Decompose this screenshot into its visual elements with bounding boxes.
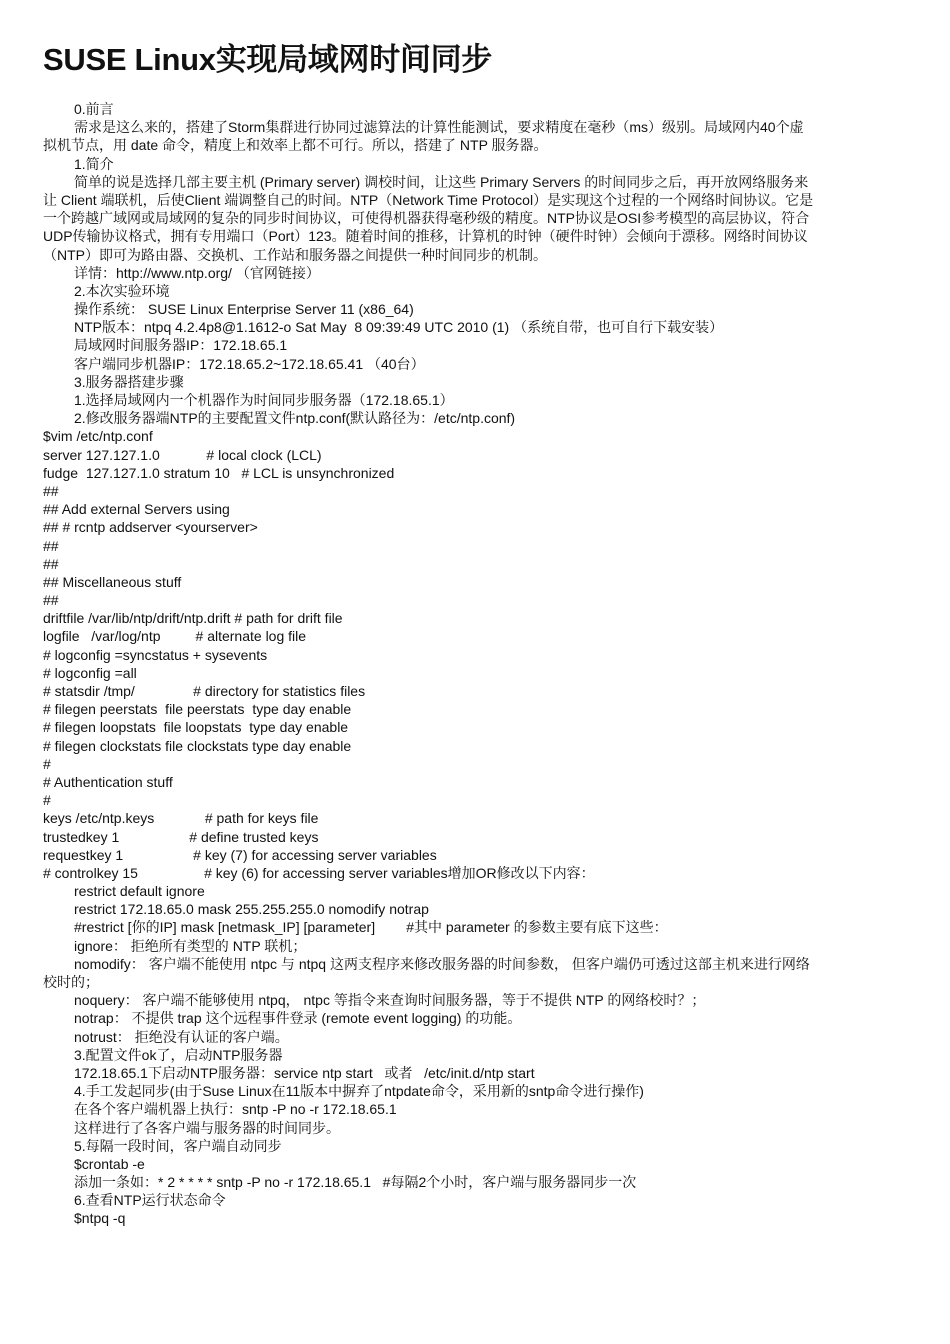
text-line: nomodify： 客户端不能使用 ntpc 与 ntpq 这两支程序来修改服务器的时间参数， 但客户端仍可透过这部主机来进行网络 [74, 955, 810, 972]
text-line: 校时的； [43, 974, 99, 990]
text-line: 2.本次实验环境 [74, 282, 170, 299]
text-line: ## [43, 537, 59, 554]
text-line: 1.选择局域网内一个机器作为时间同步服务器（172.18.65.1） [74, 392, 454, 408]
text-line: 0.前言 [74, 101, 114, 117]
text-line: 5.每隔一段时间，客户端自动同步 [74, 1137, 282, 1154]
text-line: ## [43, 555, 59, 572]
text-line: 在各个客户端机器上执行：sntp -P no -r 172.18.65.1 [74, 1101, 397, 1118]
text-line: trustedkey 1 # define trusted keys [43, 828, 319, 845]
text-line: # filegen loopstats file loopstats type day enable [43, 719, 349, 736]
text-line: restrict 172.18.65.0 mask 255.255.255.0 nomodify notrap [74, 901, 429, 918]
text-line: restrict default ignore [74, 883, 205, 900]
text-line: # [43, 792, 51, 809]
text-line: # filegen peerstats file peerstats type day enable [43, 701, 352, 718]
text-line: 这样进行了各客户端与服务器的时间同步。 [74, 1119, 340, 1136]
text-line: # [43, 755, 51, 772]
text-line: server 127.127.1.0 # local clock (LCL) [43, 446, 322, 463]
text-line: 172.18.65.1下启动NTP服务器：service ntp start 或者 /etc/init.d/ntp start [74, 1064, 535, 1081]
text-line: ## [43, 592, 59, 609]
text-line: # statsdir /tmp/ # directory for statistics files [43, 683, 366, 699]
text-line: 简单的说是选择几部主要主机 (Primary server) 调校时间，让这些 Primary Servers 的时间同步之后，再开放网络服务来 [74, 173, 809, 190]
text-line: fudge 127.127.1.0 stratum 10 # LCL is unsynchronized [43, 464, 395, 481]
text-line: notrap： 不提供 trap 这个远程事件登录 (remote event logging) 的功能。 [74, 1010, 522, 1027]
text-line: 需求是这么来的，搭建了Storm集群进行协同过滤算法的计算性能测试，要求精度在毫秒（ms）级别。局域网内40个虚 [74, 119, 804, 136]
text-line: 一个跨越广域网或局域网的复杂的同步时间协议，可使得机器获得毫秒级的精度。NTP协议是OSI参考模型的高层协议，符合 [43, 210, 810, 227]
text-line: 客户端同步机器IP：172.18.65.2~172.18.65.41 （40台） [74, 355, 425, 372]
text-line: 2.修改服务器端NTP的主要配置文件ntp.conf(默认路径为：/etc/ntp.conf) [74, 410, 516, 427]
text-line: 1.简介 [74, 155, 114, 172]
text-line: 操作系统： SUSE Linux Enterprise Server 11 (x86_64) [74, 301, 414, 318]
text-line: 添加一条如：* 2 * * * * sntp -P no -r 172.18.65.1 #每隔2个小时，客户端与服务器同步一次 [74, 1174, 637, 1191]
text-line: logfile /var/log/ntp # alternate log file [43, 628, 307, 645]
text-line: （NTP）即可为路由器、交换机、工作站和服务器之间提供一种时间同步的机制。 [43, 246, 547, 263]
text-line: # controlkey 15 # key (6) for accessing server variables增加OR修改以下内容： [43, 864, 595, 881]
text-line: 6.查看NTP运行状态命令 [74, 1192, 226, 1209]
text-line: ignore： 拒绝所有类型的 NTP 联机； [74, 937, 307, 954]
text-line: 局域网时间服务器IP：172.18.65.1 [74, 337, 288, 354]
text-line: ## [43, 482, 59, 499]
document-body [43, 100, 893, 1228]
text-line: #restrict [你的IP] mask [netmask_IP] [parameter] #其中 parameter 的参数主要有底下这些： [74, 919, 668, 936]
text-line: notrust： 拒绝没有认证的客户端。 [74, 1028, 289, 1045]
text-line: 详情：http://www.ntp.org/ （官网链接） [74, 264, 320, 281]
text-line: 4.手工发起同步(由于Suse Linux在11版本中摒弃了ntpdate命令，采用新的sntp命令进行操作) [74, 1083, 644, 1100]
text-line: 让 Client 端联机，后使Client 端调整自己的时间。NTP（Network Time Protocol）是实现这个过程的一个网络时间协议。它是 [43, 191, 814, 208]
text-line: ## # rcntp addserver <yourserver> [43, 519, 258, 536]
text-line: UDP传输协议格式，拥有专用端口（Port）123。随着时间的推移，计算机的时钟（硬件时钟）会倾向于漂移。网络时间协议 [43, 228, 808, 245]
text-line: keys /etc/ntp.keys # path for keys file [43, 810, 319, 827]
text-line: 3.配置文件ok了，启动NTP服务器 [74, 1046, 283, 1063]
text-line: $crontab -e [74, 1155, 145, 1172]
text-line: $vim /etc/ntp.conf [43, 428, 153, 445]
text-line: # logconfig =syncstatus + sysevents [43, 646, 268, 663]
text-line: ## Add external Servers using [43, 501, 230, 518]
text-line: requestkey 1 # key (7) for accessing server variables [43, 846, 437, 863]
text-line: # logconfig =all [43, 664, 137, 681]
text-line: NTP版本：ntpq 4.2.4p8@1.1612-o Sat May 8 09:39:49 UTC 2010 (1) （系统自带，也可自行下载安装） [74, 319, 724, 336]
text-line: 拟机节点，用 date 命令，精度上和效率上都不可行。所以，搭建了 NTP 服务器。 [43, 137, 548, 154]
text-line: 3.服务器搭建步骤 [74, 373, 184, 390]
text-line: # Authentication stuff [43, 773, 173, 790]
text-line: driftfile /var/lib/ntp/drift/ntp.drift # path for drift file [43, 610, 343, 627]
text-line: $ntpq -q [74, 1210, 126, 1227]
text-line: ## Miscellaneous stuff [43, 573, 182, 590]
text-line: # filegen clockstats file clockstats type day enable [43, 737, 352, 754]
text-line: noquery： 客户端不能够使用 ntpq， ntpc 等指令来查询时间服务器，等于不提供 NTP 的网络校时？； [74, 992, 706, 1009]
page-title: SUSE Linux实现局域网时间同步 [43, 42, 492, 77]
